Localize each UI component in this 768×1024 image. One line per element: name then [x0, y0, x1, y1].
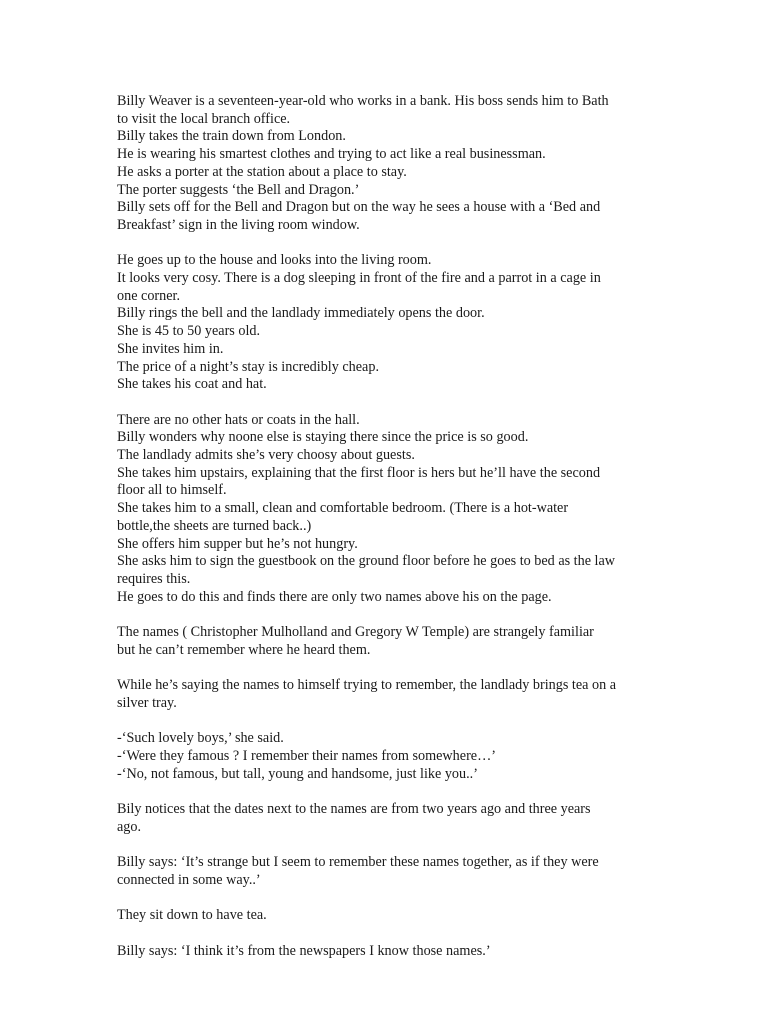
text-line: They sit down to have tea. — [117, 907, 267, 924]
text-line: bottle,the sheets are turned back..) — [117, 517, 312, 534]
text-line: She takes him to a small, clean and comfortable bedroom. (There is a hot-water — [117, 500, 569, 517]
text-line: one corner. — [117, 287, 181, 304]
text-line: Billy wonders why noone else is staying there since the price is so good. — [117, 429, 529, 446]
text-line: The landlady admits she’s very choosy about guests. — [117, 447, 415, 464]
text-line: The price of a night’s stay is incredibly cheap. — [117, 358, 379, 375]
text-line: Billy takes the train down from London. — [117, 128, 346, 145]
text-line: He asks a porter at the station about a place to stay. — [117, 163, 407, 180]
text-line: The names ( Christopher Mulholland and Gregory W Temple) are strangely familiar — [117, 624, 594, 641]
text-line: -‘Were they famous ? I remember their names from somewhere…’ — [117, 747, 497, 764]
paragraph — [117, 730, 657, 783]
paragraph — [117, 854, 657, 889]
text-line: connected in some way..’ — [117, 871, 261, 888]
text-line: to visit the local branch office. — [117, 110, 291, 127]
text-line: but he can’t remember where he heard them. — [117, 641, 371, 658]
text-line: -‘No, not famous, but tall, young and handsome, just like you..’ — [117, 765, 478, 782]
text-line: ago. — [117, 818, 142, 835]
text-line: Billy sets off for the Bell and Dragon but on the way he sees a house with a ‘Bed and — [117, 199, 601, 216]
text-line: Billy says: ‘I think it’s from the newspapers I know those names.’ — [117, 942, 491, 959]
text-line: She takes his coat and hat. — [117, 376, 267, 393]
paragraph — [117, 412, 657, 607]
paragraph — [117, 677, 657, 712]
text-line: She asks him to sign the guestbook on the ground floor before he goes to bed as the law — [117, 553, 616, 570]
text-line: silver tray. — [117, 694, 177, 711]
text-line: requires this. — [117, 570, 191, 587]
paragraph — [117, 624, 657, 659]
text-line: The porter suggests ‘the Bell and Dragon.’ — [117, 181, 360, 198]
text-line: He goes to do this and finds there are only two names above his on the page. — [117, 588, 552, 605]
document-body — [117, 93, 657, 960]
text-line: She invites him in. — [117, 340, 224, 357]
text-line: -‘Such lovely boys,’ she said. — [117, 730, 284, 747]
text-line: She takes him upstairs, explaining that the first floor is hers but he’ll have the second — [117, 464, 601, 481]
text-line: floor all to himself. — [117, 482, 227, 499]
text-line: Billy says: ‘It’s strange but I seem to remember these names together, as if they were — [117, 854, 599, 871]
text-line: Bily notices that the dates next to the names are from two years ago and three years — [117, 801, 591, 818]
text-line: There are no other hats or coats in the hall. — [117, 411, 360, 428]
text-line: It looks very cosy. There is a dog sleeping in front of the fire and a parrot in a cage in — [117, 270, 601, 287]
text-line: He is wearing his smartest clothes and trying to act like a real businessman. — [117, 146, 546, 163]
text-line: Breakfast’ sign in the living room window. — [117, 216, 360, 233]
text-line: She is 45 to 50 years old. — [117, 323, 261, 340]
paragraph — [117, 943, 657, 961]
paragraph — [117, 252, 657, 394]
text-line: Billy Weaver is a seventeen-year-old who works in a bank. His boss sends him to Bath — [117, 93, 609, 109]
paragraph — [117, 801, 657, 836]
text-line: She offers him supper but he’s not hungry. — [117, 535, 358, 552]
text-line: While he’s saying the names to himself trying to remember, the landlady brings tea on a — [117, 677, 617, 694]
paragraph — [117, 93, 657, 235]
text-line: He goes up to the house and looks into the living room. — [117, 252, 432, 269]
text-line: Billy rings the bell and the landlady immediately opens the door. — [117, 305, 485, 322]
paragraph — [117, 907, 657, 925]
